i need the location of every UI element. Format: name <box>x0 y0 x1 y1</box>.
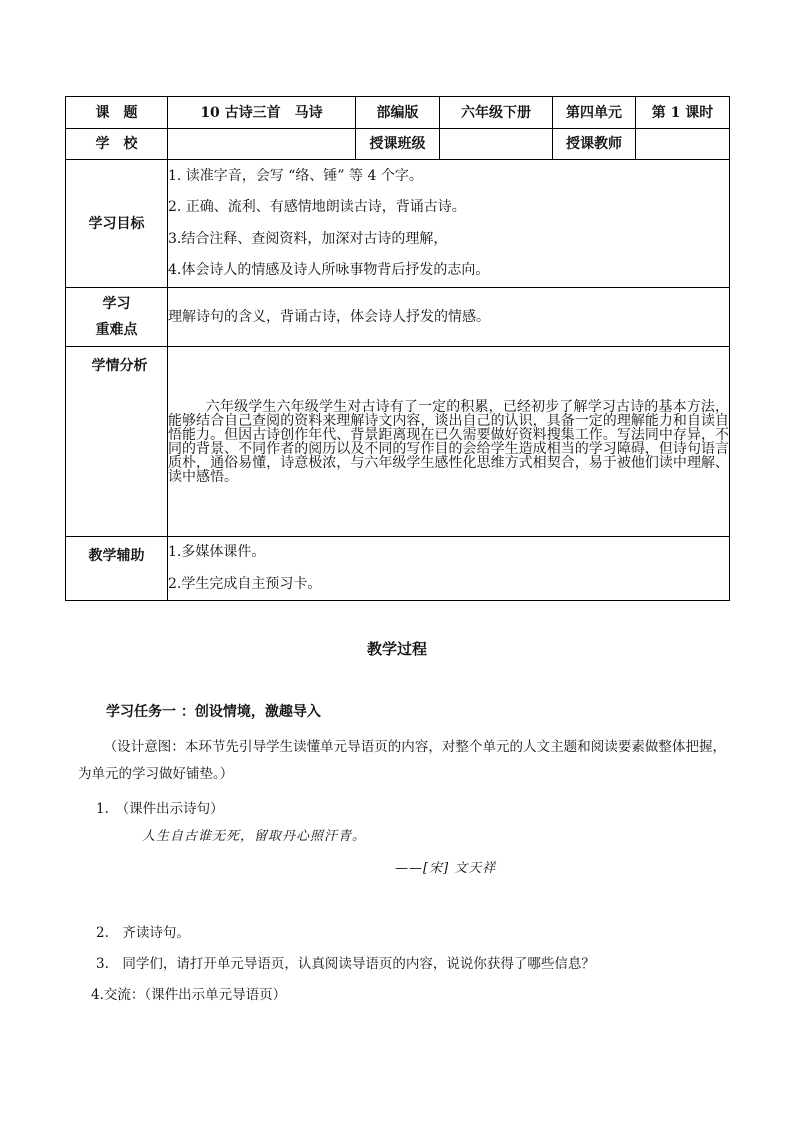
key-points-text: 理解诗句的含义，背诵古诗，体会诗人抒发的情感。 <box>168 288 730 347</box>
class-label: 授课班级 <box>356 129 440 160</box>
objectives-list <box>168 160 730 288</box>
objectives-label: 学习目标 <box>66 160 168 288</box>
aids-label: 教学辅助 <box>66 537 168 601</box>
lesson-title: 10 古诗三首 马诗 <box>168 97 356 129</box>
lesson-info-table <box>65 96 730 601</box>
table-row <box>66 97 730 129</box>
table-row <box>66 347 730 537</box>
key-points-label <box>66 288 168 347</box>
key-points-label-line1: 学习 <box>102 296 131 312</box>
poem-author: ——[宋] 文天祥 <box>395 861 497 876</box>
step-2: 2. 齐读诗句。 <box>96 925 190 941</box>
step-1: 1. （课件出示诗句） <box>96 801 224 817</box>
teacher-value <box>636 129 730 160</box>
design-intent-text: （设计意图：本环节先引导学生读懂单元导语页的内容，对整个单元的人文主题和阅读要素做整体把握，为单元的学习做好铺垫。） <box>78 739 726 782</box>
edition: 部编版 <box>356 97 440 129</box>
step-3: 3. 同学们，请打开单元导语页，认真阅读导语页的内容，说说你获得了哪些信息？ <box>96 956 595 972</box>
task-heading: 学习任务一 ：创设情境，激趣导入 <box>106 704 321 720</box>
school-value <box>168 129 356 160</box>
list-item: 1. 读准字音，会写 “络、锤” 等 4 个字。 <box>168 167 423 184</box>
design-intent <box>78 734 726 788</box>
list-item: 1.多媒体课件。 <box>168 544 266 560</box>
class-value <box>440 129 553 160</box>
topic-label: 课 题 <box>66 97 168 129</box>
unit: 第四单元 <box>553 97 636 129</box>
school-label: 学 校 <box>66 129 168 160</box>
list-item: 3.结合注释、查阅资料，加深对古诗的理解， <box>168 230 448 247</box>
analysis-text <box>168 347 730 537</box>
grade: 六年级下册 <box>440 97 553 129</box>
key-points-label-line2: 重难点 <box>95 322 138 338</box>
poem-line: 人生自古谁无死，留取丹心照汗青。 <box>142 829 367 844</box>
list-item: 4.体会诗人的情感及诗人所咏事物背后抒发的志向。 <box>168 262 490 278</box>
table-row <box>66 160 730 288</box>
analysis-label: 学情分析 <box>66 347 168 537</box>
list-item: 2. 正确、流利、有感情地朗读古诗，背诵古诗。 <box>168 199 466 215</box>
aids-list <box>168 537 730 601</box>
step-4: 4.交流：（课件出示单元导语页） <box>91 987 287 1003</box>
table-row <box>66 288 730 347</box>
list-item: 2.学生完成自主预习卡。 <box>168 575 322 592</box>
period: 第 1 课时 <box>636 97 730 129</box>
analysis-paragraph: 六年级学生六年级学生对古诗有了一定的积累，已经初步了解学习古诗的基本方法，能够结合自己查阅的资料来理解诗文内容，谈出自己的认识，具备一定的理解能力和自读自悟能力。但因古诗创作年代、背景距离现在已久需要做好资料搜集工作。写法同中存异，不同的背景、不同作者的阅历以及不同的写作目的会给学生造成相当的学习障碍，但诗句语言质朴，通俗易懂，诗意极浓，与六年级学生感性化思维方式相契合，易于被他们读中理解、读中感悟。 <box>168 398 729 485</box>
table-row <box>66 129 730 160</box>
teacher-label: 授课教师 <box>553 129 636 160</box>
table-row <box>66 537 730 601</box>
section-title: 教学过程 <box>366 640 427 658</box>
